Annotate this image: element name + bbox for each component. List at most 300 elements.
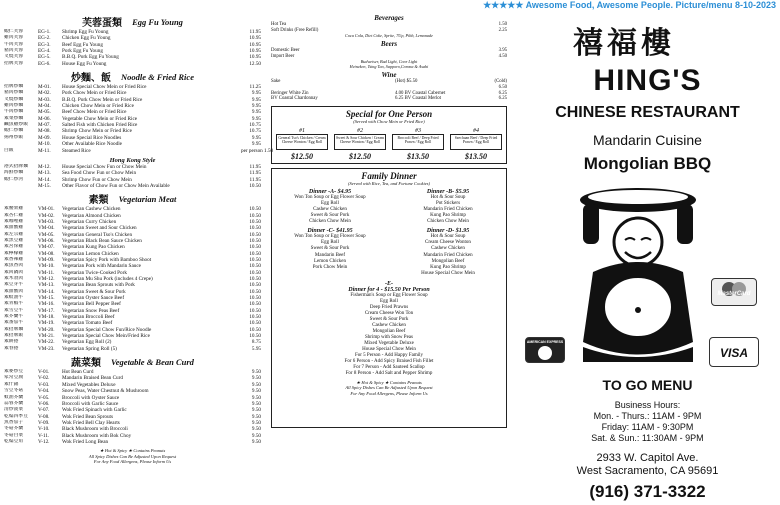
family-dinner-item: Cashew Chicken: [313, 206, 347, 212]
special-title: Special for One Person: [345, 108, 433, 119]
family-dinner-item: Won Ton Soup or Egg Flower Soup: [294, 194, 366, 200]
veg-meat-item-code: VM-11.: [38, 269, 55, 276]
family-dinner-item: Kung Pao Shrimp: [430, 213, 466, 219]
family-dinner-item: Hot & Sour Soup: [430, 194, 466, 200]
hong-kong-item-code: M-12.: [38, 163, 51, 170]
wine-mid: 6.25 BV Coastal Merlot: [395, 96, 442, 102]
noodle-item-price: 9.95: [251, 134, 261, 141]
veg-meat-item-code: VM-09.: [38, 256, 55, 263]
family-dinner-title: Dinner -D- $1.95: [426, 228, 470, 235]
wine-mid: (Hot) $5.50: [395, 79, 418, 85]
special-set: [392, 128, 444, 161]
egg-fu-young-item-price: 10.95: [249, 54, 261, 61]
veg-bean-item-code: V-07.: [38, 407, 50, 414]
veg-meat-item-name: Vegetarian Kung Pao Chicken: [62, 244, 125, 251]
egg-fu-young-item: [4, 61, 261, 67]
amex-label: AMERICAN EXPRESS: [526, 340, 564, 344]
amex-centurion-icon: [538, 346, 552, 360]
veg-meat-item-cn: 素番茄牛: [4, 320, 24, 326]
beverage-name: Soft Drinks (Free Refill): [271, 27, 319, 33]
family-dinner-item: House Special Chow Mein: [421, 270, 475, 276]
egg-fu-young-item-code: EG-1.: [38, 29, 51, 35]
veg-meat-item-cn: 素宮保雞: [4, 244, 24, 250]
noodle-item-price: 9.95: [251, 109, 261, 116]
veg-bean-item-price: 9.50: [251, 375, 261, 382]
veg-bean-item-price: 9.50: [251, 400, 261, 407]
noodle-item-name: Other Available Rice Noodle: [62, 141, 122, 148]
noodle-item-name: House Special Chow Mein or Fried Rice: [62, 84, 147, 91]
veg-meat-item: [4, 346, 261, 352]
special-box: [271, 106, 507, 164]
veg-meat-item-code: VM-12.: [38, 276, 55, 282]
veg-bean-item-price: 9.50: [251, 438, 261, 445]
veg-meat-item-name: Vegetarian General Tso's Chicken: [62, 231, 133, 238]
veg-bean-item-cn: 蒜蓉芥蘭: [4, 400, 24, 406]
family-dinner: [276, 228, 384, 277]
top-banner: [0, 0, 780, 12]
egg-fu-young-cn: 芙蓉蛋類: [82, 18, 123, 29]
veg-meat-item-price: 10.50: [249, 269, 261, 276]
special-set-number: #4: [473, 127, 479, 134]
veg-meat-item-price: 10.50: [249, 256, 261, 263]
veg-meat-item-code: VM-15.: [38, 295, 55, 302]
veg-bean-item-code: V-01.: [38, 369, 50, 376]
veg-meat-item-code: VM-03.: [38, 218, 55, 225]
veg-meat-item-cn: 素杏仁雞: [4, 212, 24, 218]
noodle-header: [4, 69, 261, 84]
wine-list: [271, 79, 507, 101]
to-go-menu-title: TO GO MENU: [602, 377, 693, 393]
veg-meat-item-name: Vegetarian Mu Shu Pork (includes 4 Crepe): [62, 276, 153, 282]
wine-name: Beringer White Zin: [271, 90, 309, 96]
veg-meat-item-name: Vegetarian Pork with Mandarin Sauce: [62, 263, 141, 270]
veg-bean-item-cn: 乾煸豆角: [4, 438, 24, 444]
beer-name: Domestic Beer: [271, 48, 300, 54]
veg-bean-item-code: V-04.: [38, 388, 50, 395]
wine-price: 6.25: [498, 96, 507, 102]
noodle-item-name: Pork Chow Mein or Fried Rice: [62, 90, 127, 97]
veg-meat-title: Vegetarian Meat: [118, 193, 177, 204]
egg-fu-young-list: [4, 29, 261, 67]
noodle-item-price: 9.95: [251, 141, 261, 148]
veg-bean-item: [4, 439, 261, 445]
special-set-number: #3: [415, 127, 421, 134]
noodle-item-code: M-02.: [38, 90, 51, 97]
noodle-item-code: M-06.: [38, 115, 51, 122]
egg-fu-young-item-code: EG-4.: [38, 48, 51, 55]
veg-bean-item-name: Black Mushroom with Broccoli: [62, 426, 128, 433]
egg-fu-young-item-cn: 招牌芙蓉: [4, 60, 24, 66]
restaurant-name: HING'S: [593, 64, 702, 97]
veg-bean-item-name: Mixed Vegetables Deluxe: [62, 381, 116, 388]
family-box: [271, 168, 507, 428]
egg-fu-young-item-price: 10.95: [249, 41, 261, 48]
dinner-e-item: Mixed Vegetable Deluxe: [364, 340, 414, 346]
special-set-number: #2: [357, 127, 363, 134]
egg-fu-young-title: Egg Fu Young: [132, 16, 183, 27]
veg-bean-item-cn: 冬菇白菜: [4, 432, 24, 438]
veg-meat-item-name: Vegetarian Broccoli Beef: [62, 314, 115, 321]
hours-title: Business Hours:: [614, 400, 681, 410]
veg-bean-item-cn: 冬菇芥蘭: [4, 426, 24, 432]
veg-bean-item-price: 9.50: [251, 381, 261, 388]
dinners-cd: [276, 228, 502, 277]
veg-meat-item-price: 10.50: [249, 218, 261, 225]
beverage-name: Hot Tea: [271, 22, 287, 27]
family-dinner: [394, 189, 502, 225]
beers-list: [271, 48, 507, 59]
egg-fu-young-item-cn: 雞肉芙蓉: [4, 35, 24, 41]
veg-meat-item-price: 10.50: [249, 320, 261, 327]
hong-kong-item-name: Other Flavor of Chow Fun or Chow Mein Available: [62, 182, 170, 189]
veg-bean-item-price: 9.50: [251, 388, 261, 395]
veg-meat-item-code: VM-14.: [38, 288, 55, 295]
family-dinner: [276, 189, 384, 225]
veg-meat-item-cn: 素檸檬雞: [4, 250, 24, 256]
noodle-item-name: Vegetable Chow Mein or Fried Rice: [62, 115, 138, 122]
cuisine-label: Mandarin Cuisine: [593, 132, 702, 148]
veg-meat-item-name: Vegetarian Curry Chicken: [62, 218, 117, 225]
hong-kong-item-price: 11.95: [249, 170, 261, 177]
veg-meat-item-price: 10.50: [249, 307, 261, 314]
dinner-e-item: Sweet & Sour Pork: [369, 316, 409, 322]
mid-footnote-2: All Spicy Dishes Can Be Adjusted Upon Request: [345, 385, 433, 391]
veg-meat-item-price: 10.50: [249, 206, 261, 213]
egg-fu-young-item-code: EG-3.: [38, 41, 51, 48]
veg-meat-item-price: 10.50: [249, 295, 261, 302]
noodle-item-code: M-04.: [38, 103, 51, 110]
veg-meat-item-code: VM-23.: [38, 345, 55, 352]
noodle-item-cn: 招牌炒麵: [4, 84, 24, 90]
veg-meat-item-cn: 素招牌飯: [4, 333, 24, 339]
dinner-e-item: Cashew Chicken: [372, 322, 406, 328]
egg-fu-young-item-price: 11.95: [249, 29, 261, 35]
mid-footnote-3: For Any Food Allergens, Please Inform Us: [350, 390, 428, 396]
hong-kong-item-cn: 海鮮炒麵: [4, 170, 24, 176]
wine-title: Wine: [381, 71, 397, 80]
noodle-item-cn: 叉燒炒麵: [4, 96, 24, 102]
family-dinner-item: Kung Pao Shrimp: [430, 264, 466, 270]
veg-meat-item-price: 10.50: [249, 237, 261, 244]
egg-fu-young-item-name: Pork Egg Fu Young: [62, 48, 103, 55]
noodle-item-code: M-08.: [38, 128, 51, 135]
hong-kong-item: [4, 183, 261, 189]
veg-meat-item-code: VM-20.: [38, 326, 55, 333]
family-dinner-item: Hot & Sour Soup: [430, 234, 466, 240]
veg-bean-item-price: 9.50: [251, 432, 261, 439]
veg-meat-item-name: Vegetarian Spicy Pork with Bamboo Shoot: [62, 256, 152, 263]
veg-bean-item-price: 9.50: [251, 394, 261, 401]
egg-fu-young-header: [4, 14, 261, 29]
veg-meat-item-price: 10.50: [249, 231, 261, 238]
veg-bean-item-price: 9.50: [251, 419, 261, 426]
family-dinner-item: Won Ton Soup or Egg Flower Soup: [294, 234, 366, 240]
veg-meat-item-price: 10.50: [249, 250, 261, 257]
veg-meat-item-cn: 素左宗雞: [4, 231, 24, 237]
noodle-item-price: 10.75: [249, 128, 261, 135]
veg-bean-item-code: V-03.: [38, 381, 50, 388]
veg-bean-item-name: Wok Fried Bean Sprouts: [62, 413, 114, 420]
beverages-title: Beverages: [374, 14, 404, 22]
special-set-items: General Tso's Chicken / Cream Cheese Wonton / Egg Roll: [276, 134, 328, 150]
veg-meat-item-cn: 素招牌麵: [4, 326, 24, 332]
hours-weekend: Sat. & Sun.: 11:30AM - 9PM: [591, 433, 704, 443]
special-set-items: Broccoli Beef / Deep Fried Prawn / Egg Roll: [392, 134, 444, 150]
veg-meat-item-code: VM-18.: [38, 314, 55, 321]
veg-bean-item-cn: 乾煸四季豆: [4, 413, 28, 419]
veg-bean-item-code: V-02.: [38, 375, 50, 382]
beer-price: 4.50: [498, 53, 507, 59]
veg-bean-item-price: 9.50: [251, 426, 261, 433]
noodle-item-name: Steamed Rice: [62, 147, 91, 154]
family-dinner-item: Pot Stickers: [435, 200, 461, 206]
family-dinner-item: Mongolian Beef: [431, 258, 465, 264]
business-hours: [515, 400, 780, 444]
family-dinner-item: Mandarin Beef: [314, 252, 346, 258]
veg-meat-item-cn: 素餅捲: [4, 339, 19, 345]
veg-meat-item-cn: 素豆芽牛: [4, 282, 24, 288]
family-subtitle: (Served with Rice, Tea, and Fortune Cookies): [347, 180, 431, 186]
wine-row: [271, 96, 507, 102]
dinner-e: [276, 281, 502, 377]
wine-price: (Cold) 6.50: [494, 79, 507, 90]
egg-fu-young-item-code: EG-5.: [38, 54, 51, 61]
noodle-item-price: 9.95: [251, 96, 261, 103]
mid-footnotes: [276, 380, 502, 396]
veg-meat-item-cn: 素芥蘭牛: [4, 314, 24, 320]
dinner-e-item: Cream Cheese Won Ton: [364, 310, 414, 316]
buddha-illustration: [573, 182, 703, 367]
veg-bean-item-cn: 蚊油芥蘭: [4, 394, 24, 400]
family-dinner-item: Chicken Chow Mein: [427, 219, 469, 225]
dinner-e-item: Deep Fried Prawns: [369, 304, 409, 310]
hong-kong-item-price: 10.50: [249, 182, 261, 189]
veg-meat-item-code: VM-05.: [38, 231, 55, 238]
noodle-item-price: 9.95: [251, 115, 261, 122]
veg-meat-item-cn: 素香辣雞: [4, 256, 24, 262]
special-set-price: $12.50: [291, 151, 313, 161]
veg-meat-item-price: 10.50: [249, 301, 261, 308]
egg-fu-young-item-name: Beef Egg Fu Young: [62, 41, 103, 48]
veg-meat-item-price: 10.50: [249, 225, 261, 232]
beer-price: 3.95: [498, 48, 507, 54]
veg-meat-item-name: Vegetarian Oyster Sauce Beef: [62, 295, 125, 302]
special-subtitle: (Served with Chow Mein or Fried Rice): [353, 118, 425, 124]
hong-kong-item-name: Shrimp Chow Fun or Chow Mein: [62, 176, 132, 183]
egg-fu-young-item-name: B.B.Q. Pork Egg Fu Young: [62, 54, 119, 61]
noodle-item-cn: 豬肉炒麵: [4, 90, 24, 96]
veg-bean-item-name: Snow Peas, Water Chestnut & Mushroom: [62, 388, 149, 395]
left-footnote-3: For Any Food Allergens, Please Inform Us: [93, 459, 172, 465]
veg-meat-cn: 素類: [88, 195, 109, 207]
veg-bean-item-code: V-08.: [38, 413, 50, 420]
hong-kong-item-name: House Special Chow Fun or Chow Mein: [62, 163, 147, 170]
hong-kong-item-price: 11.95: [249, 176, 261, 183]
veg-meat-item-price: 10.50: [249, 263, 261, 270]
egg-fu-young-item-price: 12.50: [249, 60, 261, 67]
veg-bean-item-price: 9.50: [251, 413, 261, 420]
noodle-item-price: 9.95: [251, 90, 261, 97]
veg-meat-header: [4, 191, 261, 206]
veg-meat-item-cn: 素蚊油牛: [4, 295, 24, 301]
family-dinner-item: Cream Cheese Wonton: [425, 240, 471, 246]
family-dinner-item: Egg Roll: [321, 200, 339, 206]
noodle-item-code: M-05.: [38, 109, 51, 116]
veg-bean-item-name: Broccoli with Oyster Sauce: [62, 394, 120, 401]
egg-fu-young-item-code: EG-2.: [38, 35, 51, 42]
special-set-items: Sweet & Sour Chicken / Cream Cheese Wonton / Egg Roll: [334, 134, 386, 150]
beers-note-2: Heineken, Tsing Tao, Sapporo,Corona & Asahi: [349, 64, 429, 70]
left-footnote-2: All Spicy Dishes Can Be Adjusted Upon Request: [88, 453, 177, 459]
noodle-item-price: per person 1.50: [241, 147, 274, 154]
egg-fu-young-item-code: EG-6.: [38, 60, 51, 67]
noodle-item-cn: 鹹魚雞炒飯: [4, 122, 28, 128]
chinese-logo: 禧福樓: [573, 26, 675, 61]
veg-bean-item-name: Wok Fried Bell Clay Hearts: [62, 419, 120, 426]
egg-fu-young-item-cn: 牛肉芙蓉: [4, 41, 24, 47]
family-dinner-item: Mandarin Fried Chicken: [423, 206, 473, 212]
veg-meat-list: [4, 206, 261, 352]
veg-bean-item-code: V-05.: [38, 394, 50, 401]
family-dinner-item: Lemon Chicken: [313, 258, 347, 264]
veg-bean-item-code: V-11.: [38, 432, 50, 439]
veg-bean-item-name: Black Mushroom with Bok Choy: [62, 432, 132, 439]
veg-meat-item-name: Vegetarian Sweet & Sour Pork: [62, 288, 126, 295]
noodle-item-name: House Special Rice Noodles: [62, 134, 122, 141]
family-dinner-item: Mandarin Fried Chicken: [423, 252, 473, 258]
veg-bean-item-name: Wok Fried Long Bean: [62, 438, 109, 445]
veg-bean-item-cn: 素麥炒豆: [4, 369, 24, 375]
egg-fu-young-item-name: Chicken Egg Fu Young: [62, 35, 111, 42]
special-set: [334, 128, 386, 161]
veg-meat-item-code: VM-10.: [38, 263, 55, 270]
veg-bean-item-name: Broccoli with Garlic Sauce: [62, 400, 119, 407]
noodle-item-price: 10.75: [249, 122, 261, 129]
veg-bean-item-cn: 素什錦: [4, 381, 19, 387]
veg-bean-item-cn: 雪豆冬菇: [4, 388, 24, 394]
veg-meat-item-code: VM-21.: [38, 333, 55, 340]
special-set-number: #1: [299, 127, 305, 134]
cover-column: [515, 12, 780, 505]
noodle-item-cn: 白飯: [4, 147, 14, 153]
veg-meat-item-cn: 素雪豆牛: [4, 307, 24, 313]
noodle-item-code: M-11.: [38, 147, 51, 154]
veg-meat-item-name: Vegetarian Tomato Beef: [62, 320, 113, 327]
family-dinner: [394, 228, 502, 277]
phone-number: (916) 371-3322: [589, 482, 706, 501]
veg-meat-item-name: Vegetarian Spring Roll (5): [62, 345, 117, 352]
hong-kong-list: [4, 164, 261, 189]
noodle-item-name: B.B.Q. Pork Chow Mein or Fried Rice: [62, 96, 143, 103]
veg-meat-item-name: Vegetarian Sweet and Sour Chicken: [62, 225, 137, 232]
family-dinner-title: Dinner -A- $4.95: [308, 188, 352, 195]
hours-friday: Friday: 11AM - 9:30PM: [601, 422, 694, 432]
veg-bean-header: [4, 354, 261, 369]
veg-meat-item-name: Vegetarian Special Chow Mein/Fried Rice: [62, 333, 150, 340]
veg-bean-item-name: Hot Bean Curd: [62, 369, 94, 376]
noodle-item-name: Beef Chow Mein or Fried Rice: [62, 109, 127, 116]
veg-meat-item-name: Vegetarian Black Bean Sauce Chicken: [62, 237, 142, 244]
noodle-cn: 炒麵、飯: [71, 73, 112, 85]
hong-kong-title: Hong Kong Style: [109, 156, 156, 164]
veg-bean-item-price: 9.50: [251, 369, 261, 376]
veg-meat-item-price: 10.50: [249, 288, 261, 295]
veg-meat-item-price: 10.50: [249, 282, 261, 289]
egg-fu-young-item-name: House Egg Fu Young: [62, 60, 107, 67]
veg-meat-item-price: 10.50: [249, 314, 261, 321]
noodle-item-cn: 牛肉炒麵: [4, 109, 24, 115]
egg-fu-young-item-cn: 豬肉芙蓉: [4, 48, 24, 54]
veg-meat-item-name: Vegetarian Bean Sprouts with Pork: [62, 282, 135, 289]
veg-meat-item-cn: 素魚香肉: [4, 263, 24, 269]
dinner-e-list: [276, 293, 502, 377]
dinner-e-item: For 8 Person - Add Salt and Pepper Shrimp: [345, 370, 433, 376]
noodle-item-code: M-01.: [38, 84, 51, 91]
visa-label: VISA: [719, 346, 748, 360]
noodle-item-code: M-03.: [38, 96, 51, 103]
dinners-ab: [276, 189, 502, 225]
beverage-price: 1.50: [498, 22, 507, 27]
beers-title: Beers: [380, 40, 398, 49]
dinner-e-item: Shrimp with Snow Peas: [365, 334, 413, 340]
veg-bean-item-name: Mandarin Braised Bean Curd: [62, 375, 123, 382]
veg-meat-item-price: 10.50: [249, 276, 261, 282]
mid-footnote-1: ★ Hot & Spicy ★ Contains Peanuts: [356, 379, 422, 385]
family-dinner-item: Pork Chow Mein: [312, 264, 348, 270]
veg-meat-item-code: VM-08.: [38, 250, 55, 257]
egg-fu-young-item-price: 10.95: [249, 48, 261, 55]
special-set-items: Szechuan Beef / Deep Fried Prawn / Egg Roll: [450, 134, 502, 150]
veg-meat-item-name: Vegetarian Lemon Chicken: [62, 250, 119, 257]
veg-bean-item-code: V-10.: [38, 426, 50, 433]
hong-kong-item-cn: [4, 183, 38, 189]
veg-meat-item-name: Vegetarian Snow Peas Beef: [62, 307, 120, 314]
noodle-item-cn: 素菜炒麵: [4, 115, 24, 121]
noodle-item-cn: 雞肉炒麵: [4, 103, 24, 109]
dinner-e-head: -E-: [385, 280, 393, 287]
veg-meat-item-cn: 素咖哩雞: [4, 218, 24, 224]
beverages-list: [271, 22, 507, 33]
hong-kong-item-price: 11.95: [249, 163, 261, 170]
veg-bean-item-price: 9.50: [251, 407, 261, 414]
hong-kong-item-cn: 港式招牌麵: [4, 163, 28, 169]
family-dinner-title: Dinner -C- $41.95: [307, 228, 353, 235]
left-footnotes: [4, 448, 261, 464]
restaurant-type: CHINESE RESTAURANT: [555, 104, 740, 121]
noodle-item-name: Chicken Chow Mein or Fried Rice: [62, 103, 134, 110]
veg-meat-item-code: VM-01.: [38, 206, 55, 213]
noodle-item-cn: 蝦仁炒麵: [4, 128, 24, 134]
left-footnote-1: ★ Hot & Spicy ★ Contains Peanuts: [99, 448, 166, 454]
dinner-e-item: Egg Roll: [380, 298, 398, 304]
hong-kong-item-cn: 蝦仁炒河: [4, 176, 24, 182]
address-line-1: 2933 W. Capitol Ave.: [596, 452, 699, 464]
wine-mid: 4.00 BV Coastal Cabernet: [395, 90, 446, 96]
veg-meat-item-name: Vegetarian Egg Roll (2): [62, 339, 112, 346]
veg-meat-item-price: 10.50: [249, 326, 261, 333]
beverage-price: 2.25: [498, 27, 507, 33]
special-set-price: $12.50: [349, 151, 371, 161]
beers-note-1: Budweiser, Bud Light, Coor Light: [360, 59, 418, 65]
noodle-item-name: Salted Fish with Chicken Fried Rice: [62, 122, 138, 129]
veg-meat-item-cn: 素甜酸肉: [4, 288, 24, 294]
veg-meat-item-code: VM-17.: [38, 307, 55, 314]
bbq-label: Mongolian BBQ: [583, 154, 712, 173]
veg-meat-item-name: Vegetarian Bell Pepper Beef: [62, 301, 121, 308]
veg-meat-item-code: VM-19.: [38, 320, 55, 327]
family-dinner-item: Cashew Chicken: [431, 246, 465, 252]
veg-bean-item-code: V-09.: [38, 419, 50, 426]
